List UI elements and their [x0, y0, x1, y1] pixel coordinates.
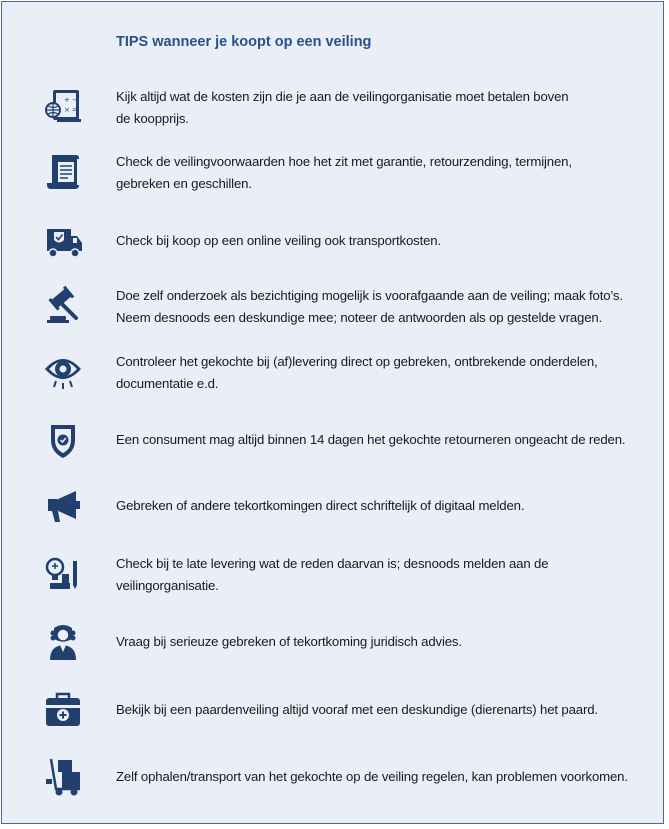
delivery-truck-icon: [42, 221, 84, 261]
tip-text: Een consument mag altijd binnen 14 dagen het gekochte retourneren ongeacht de reden.: [116, 432, 626, 447]
tip-text: Doe zelf onderzoek als bezichtiging mogelijk is voorafgaande aan de veiling; maak foto’s. Neem desnoods een deskundige mee; noteer de antwoorden als op gestelde vragen.: [116, 288, 623, 325]
hand-truck-icon: [42, 757, 84, 797]
tip-text: Controleer het gekochte bij (af)levering direct op gebreken, ontbrekende onderdelen, documentatie e.d.: [116, 354, 598, 391]
tip-text: Check de veilingvoorwaarden hoe het zit met garantie, retourzending, termijnen, gebreken en geschillen.: [116, 154, 572, 191]
tip-text: Gebreken of andere tekortkomingen direct schriftelijk of digitaal melden.: [116, 498, 525, 513]
contract-calculator-icon: [42, 86, 84, 126]
svg-text:+ −: + −: [64, 96, 78, 104]
megaphone-icon: [42, 486, 84, 526]
gavel-icon: [42, 285, 84, 325]
lawyer-icon: [42, 622, 84, 662]
tip-text: Check bij koop op een online veiling ook transportkosten.: [116, 233, 442, 248]
tip-text: Kijk altijd wat de kosten zijn die je aan de veilingorganisatie moet betalen boven de koopprijs.: [116, 89, 569, 126]
tip-text: Check bij te late levering wat de reden daarvan is; desnoods melden aan de veilingorganisatie.: [116, 556, 549, 593]
svg-text:× =: × =: [64, 106, 78, 114]
tips-card: [1, 1, 664, 824]
tip-text: Zelf ophalen/transport van het gekochte op de veiling regelen, kan problemen voorkomen.: [116, 769, 628, 784]
first-aid-kit-icon: [42, 690, 84, 730]
tip-text: Vraag bij serieuze gebreken of tekortkoming juridisch advies.: [116, 634, 462, 649]
page-title: TIPS wanneer je koopt op een veiling: [116, 34, 372, 50]
idea-tools-icon: [42, 553, 84, 593]
tip-text: Bekijk bij een paardenveiling altijd vooraf met een deskundige (dierenarts) het paard.: [116, 702, 598, 717]
document-scroll-icon: [42, 151, 84, 191]
shield-check-icon: [42, 420, 84, 460]
eye-icon: [42, 351, 84, 391]
